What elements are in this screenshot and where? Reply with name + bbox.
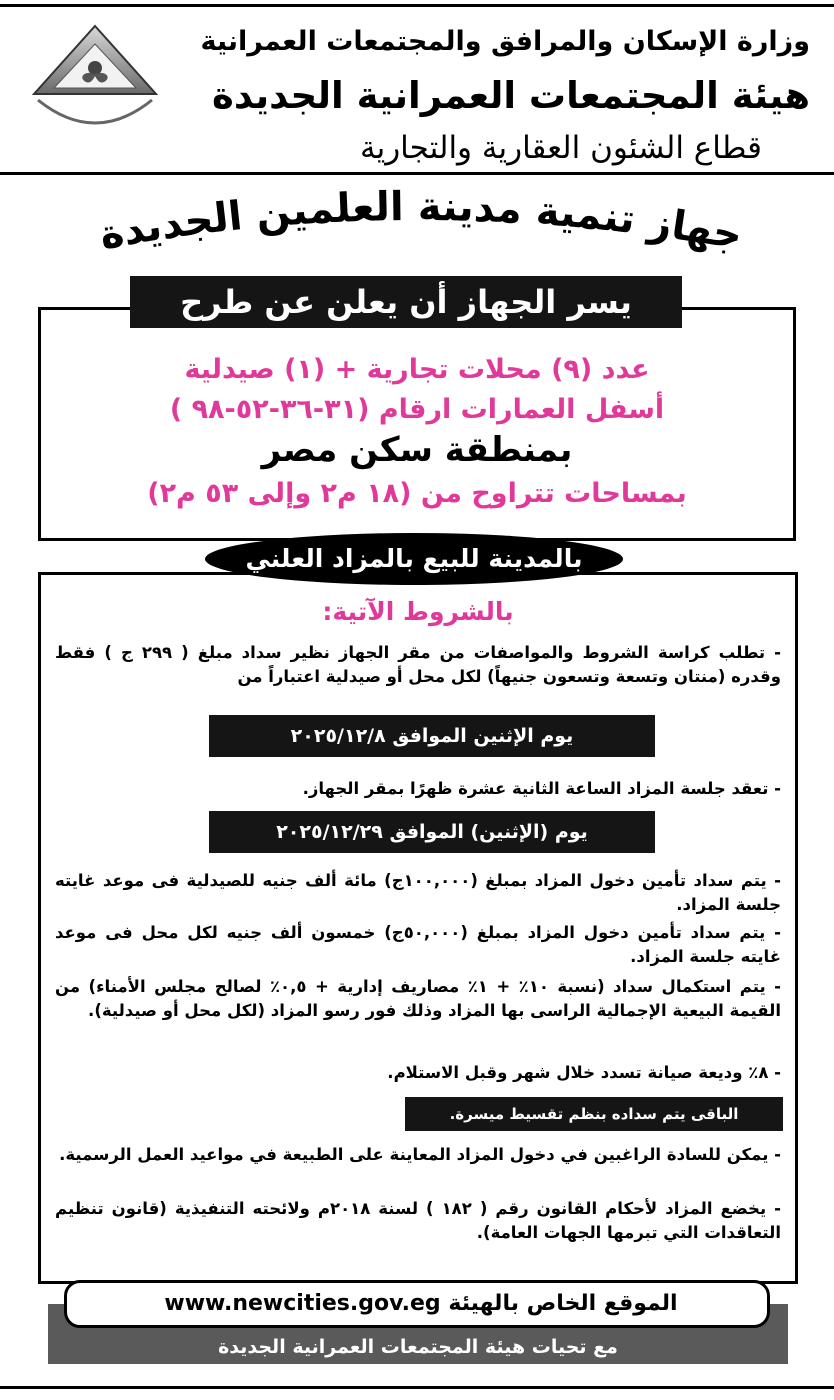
offer-sizes: بمساحات تتراوح من (١٨ م٢ وإلى ٥٣ م٢)	[147, 478, 687, 509]
announce-banner: يسر الجهاز أن يعلن عن طرح	[130, 276, 682, 328]
header	[0, 0, 834, 178]
footer-greeting: مع تحيات هيئة المجتمعات العمرانية الجديدة	[218, 1336, 618, 1358]
condition-shop-deposit: - يتم سداد تأمين دخول المزاد بمبلغ (٥٠,٠٠٠ج) خمسون ألف جنيه لكل محل فى موعد غايته جلسة المزاد.	[55, 923, 781, 966]
condition-maintenance: - ٨٪ وديعة صيانة تسدد خلال شهر وقبل الاستلام.	[387, 1063, 781, 1082]
conditions-title: بالشروط الآتية:	[322, 597, 514, 626]
offer-area-name: بمنطقة سكن مصر	[261, 430, 573, 470]
condition-law: - يخضع المزاد لأحكام القانون رقم ( ١٨٢ ) لسنة ٢٠١٨م ولائحته التنفيذية (قانون تنظيم التعاقدات التي تبرمها الجهات العامة).	[55, 1199, 781, 1242]
website-label: الموقع الخاص بالهيئة	[448, 1291, 678, 1316]
sale-method-badge: بالمدينة للبيع بالمزاد العلني	[205, 533, 623, 585]
header-bottom-rule	[0, 172, 834, 175]
authority-name: هيئة المجتمعات العمرانية الجديدة	[212, 74, 810, 117]
website-box	[64, 1280, 770, 1328]
condition-booklet: - تطلب كراسة الشروط والمواصفات من مقر الجهاز نظير سداد مبلغ ( ٢٩٩ ج ) فقط وقدره (منتان وتسعة وتسعون جنيهاً) لكل محل أو صيدلية اعتباراً من	[55, 643, 781, 686]
booklet-date-bar: يوم الإثنين الموافق ٢٠٢٥/١٢/٨	[209, 715, 655, 757]
offer-buildings: أسفل العمارات ارقام (٣١-٣٦-٥٢-٩٨ )	[169, 394, 665, 425]
offer-units: عدد (٩) محلات تجارية + (١) صيدلية	[184, 354, 650, 385]
authority-logo	[28, 22, 163, 147]
website-link[interactable]: www.newcities.gov.eg	[164, 1291, 441, 1316]
installment-bar: الباقى يتم سداده بنظم تقسيط ميسرة.	[405, 1097, 783, 1131]
session-date-bar: يوم (الإثنين) الموافق ٢٠٢٥/١٢/٢٩	[209, 811, 655, 853]
ministry-name: وزارة الإسكان والمرافق والمجتمعات العمرانية	[200, 26, 810, 57]
page-bottom-rule	[0, 1386, 834, 1389]
condition-payment: - يتم استكمال سداد (نسبة ١٠٪ + ١٪ مصاريف إدارية + ٠,٥٪ لصالح مجلس الأمناء) من القيمة البيعية الإجمالية الراسى بها المزاد وذلك فور رسو المزاد (لكل محل أو صيدلية).	[55, 977, 781, 1020]
condition-inspection: - يمكن للسادة الراغبين في دخول المزاد المعاينة على الطبيعة في مواعيد العمل الرسمية.	[59, 1145, 781, 1164]
sector-name: قطاع الشئون العقارية والتجارية	[359, 130, 762, 166]
conditions-box	[38, 572, 798, 1284]
header-top-rule	[0, 4, 834, 7]
condition-pharmacy-deposit: - يتم سداد تأمين دخول المزاد بمبلغ (١٠٠,٠٠٠ج) مائة ألف جنيه للصيدلية فى موعد غايته جلسة المزاد.	[55, 871, 781, 914]
condition-session: - تعقد جلسة المزاد الساعة الثانية عشرة ظهرًا بمقر الجهاز.	[302, 779, 781, 798]
agency-title	[0, 186, 834, 281]
offer-box	[38, 307, 796, 541]
agency-title-text: جهاز تنمية مدينة العلمين الجديدة	[96, 186, 746, 260]
svg-text:جهاز تنمية مدينة العلمين الجدي	[96, 186, 746, 259]
